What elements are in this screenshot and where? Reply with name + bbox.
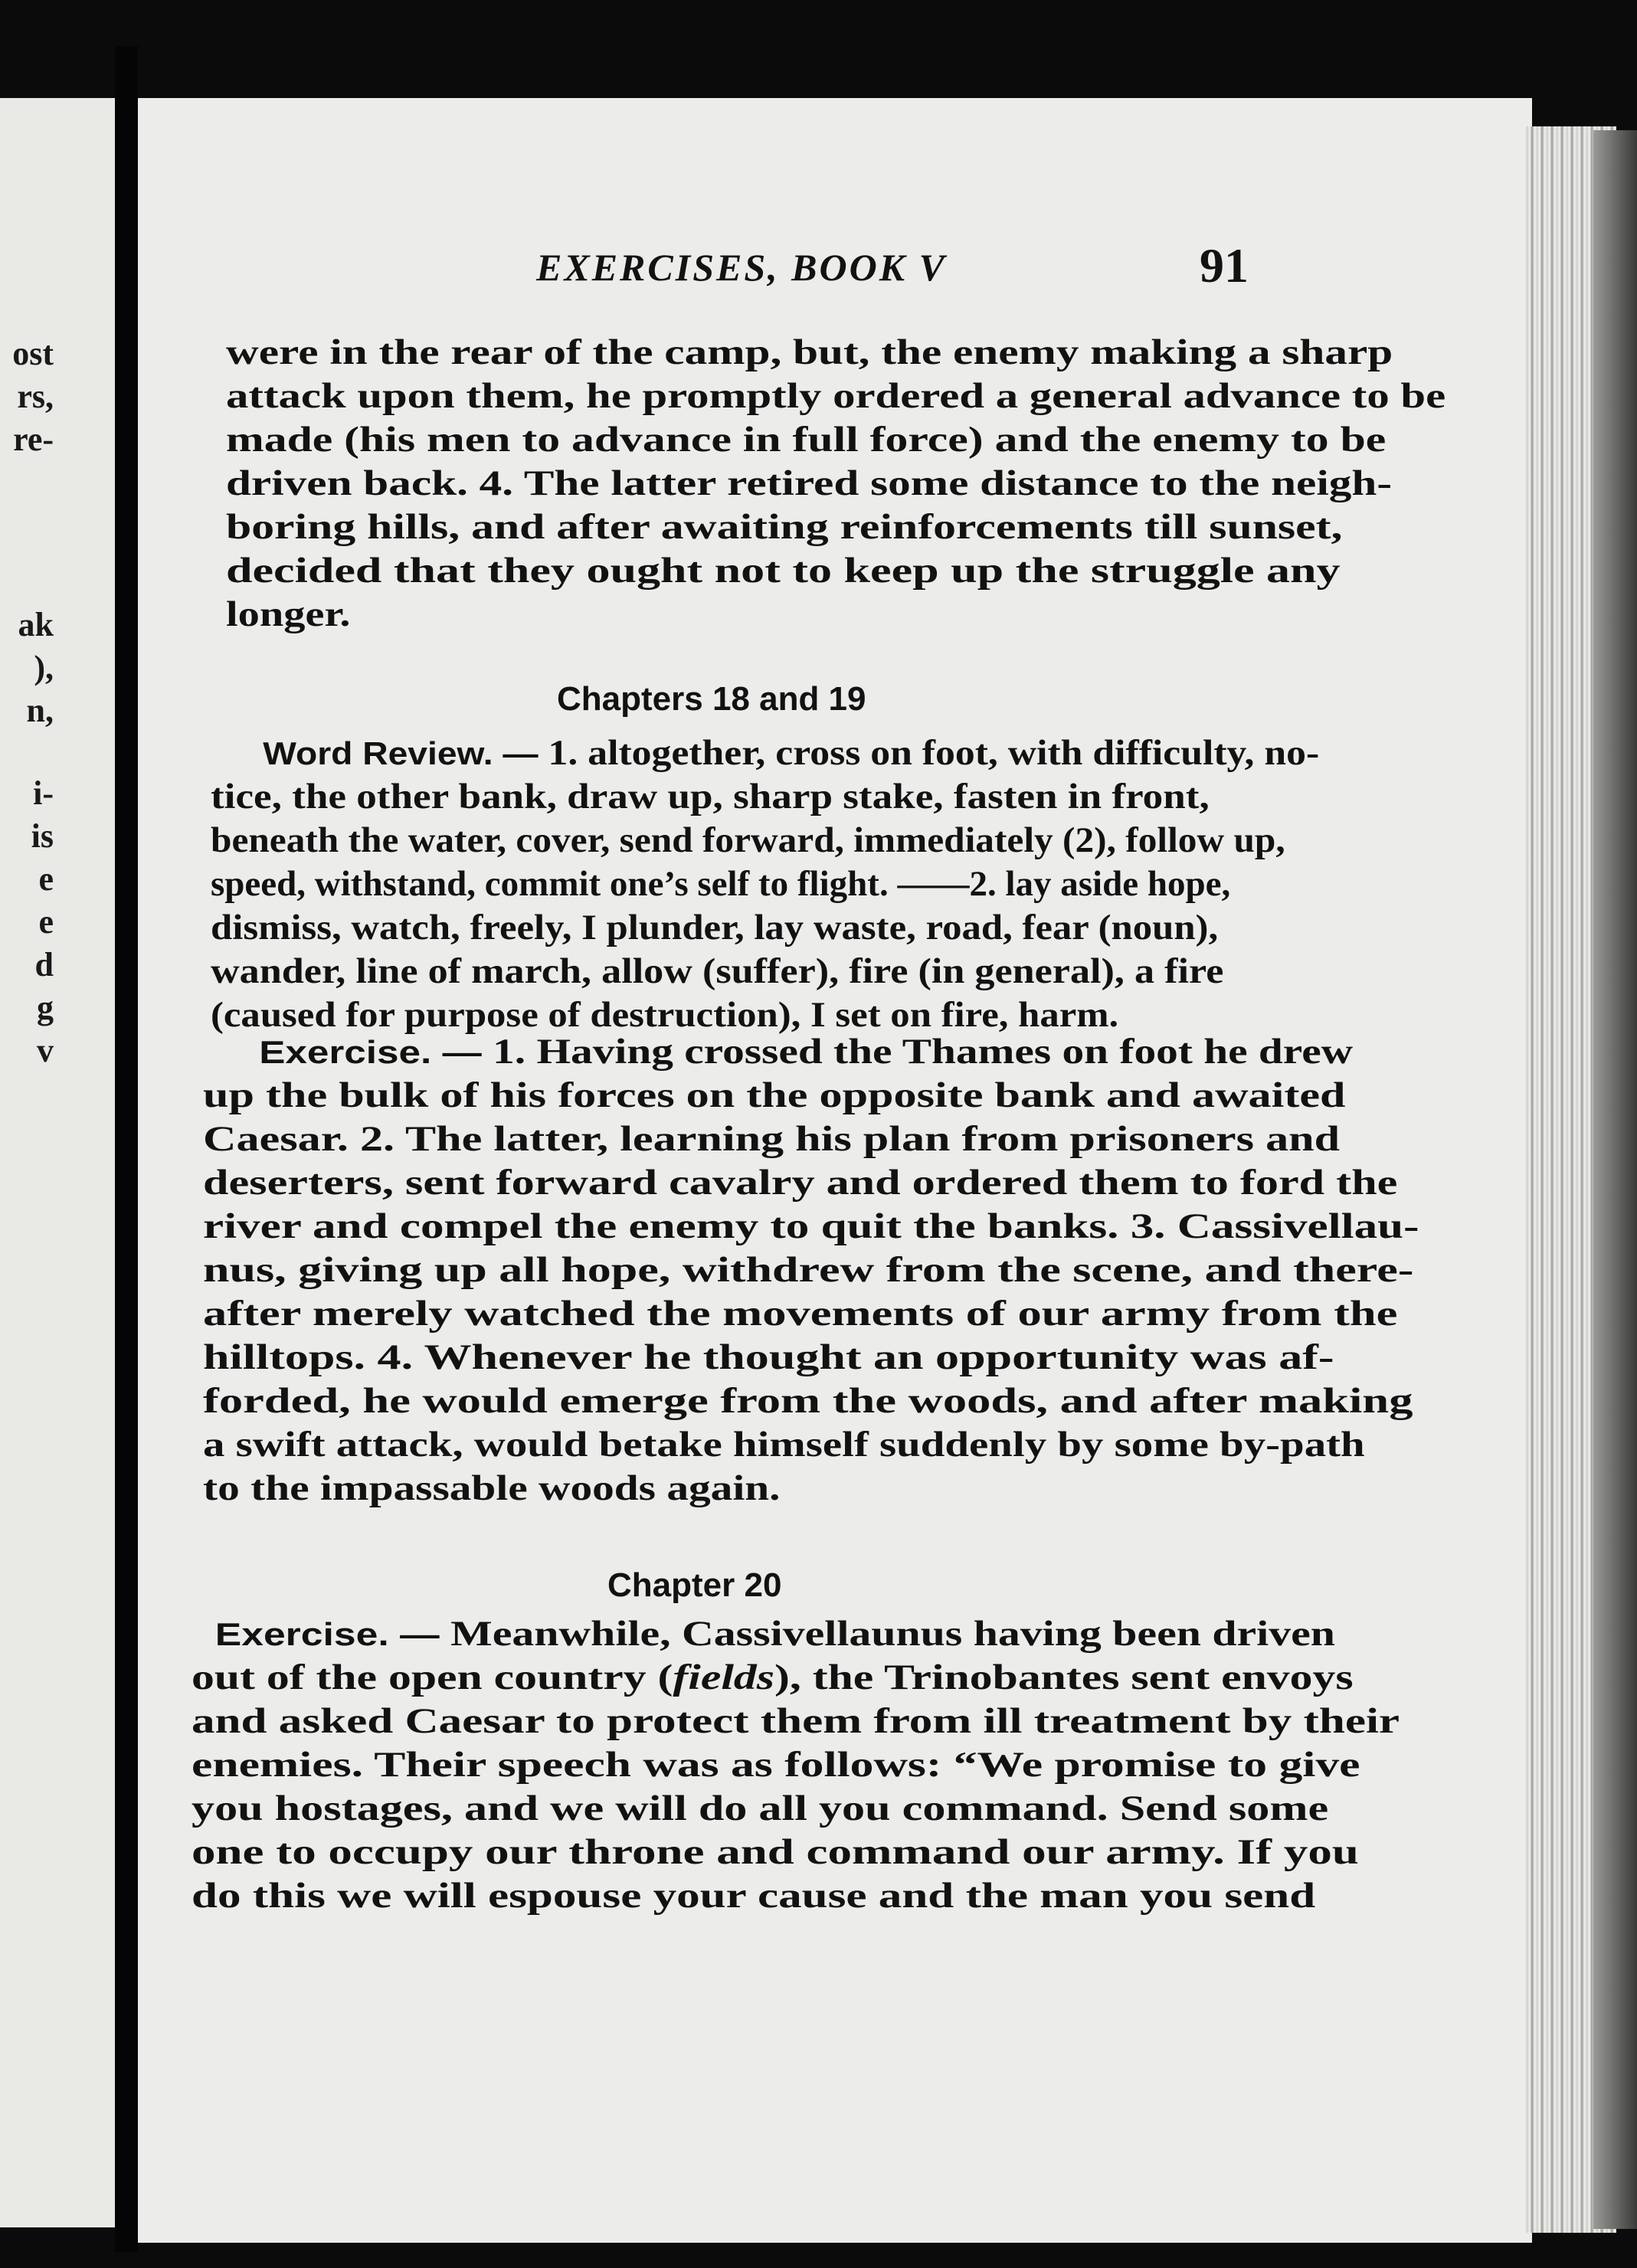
- text-line: do this we will espouse your cause and the man you send: [192, 1876, 1316, 1916]
- exercise-text: Meanwhile, Cassivellaunus having been driven: [450, 1614, 1335, 1654]
- text-line: dismiss, watch, freely, I plunder, lay waste, road, fear (noun),: [211, 908, 1219, 947]
- left-page-fragment: re-: [13, 421, 54, 458]
- text-line: decided that they ought not to keep up the struggle any: [226, 551, 1341, 591]
- text-line: [192, 1612, 1335, 1656]
- page-edge-shadow: [1593, 130, 1637, 2229]
- text-line: forded, he would emerge from the woods, and after making: [203, 1381, 1413, 1421]
- running-head: EXERCISES, BOOK V: [536, 246, 947, 289]
- text-line: you hostages, and we will do all you command. Send some: [192, 1789, 1329, 1828]
- left-page-fragment: rs,: [17, 378, 54, 415]
- text-line: one to occupy our throne and command our army. If you: [192, 1832, 1359, 1872]
- text-line: Caesar. 2. The latter, learning his plan from prisoners and: [203, 1119, 1341, 1159]
- text-line: a swift attack, would betake himself suddenly by some by-path: [203, 1425, 1365, 1465]
- text-segment: out of the open country (: [192, 1658, 673, 1697]
- text-line: beneath the water, cover, send forward, immediately (2), follow up,: [211, 820, 1285, 860]
- text-line: boring hills, and after awaiting reinforcements till sunset,: [226, 507, 1343, 547]
- text-line: after merely watched the movements of our army from the: [203, 1294, 1398, 1334]
- text-line: to the impassable woods again.: [203, 1468, 781, 1508]
- left-page-fragment: e: [38, 860, 54, 898]
- word-review-label: Word Review. —: [263, 735, 539, 771]
- text-line: hilltops. 4. Whenever he thought an opportunity was af-: [203, 1337, 1334, 1377]
- left-page-fragment: d: [34, 946, 54, 983]
- text-line: [203, 1030, 1374, 1074]
- left-page-fragment: ak: [18, 606, 54, 643]
- text-line: (caused for purpose of destruction), I set on fire, harm.: [211, 995, 1119, 1035]
- word-review-text: 1. altogether, cross on foot, with difficulty, no-: [548, 733, 1320, 773]
- word-review: [211, 731, 1320, 1037]
- opening-paragraph: [226, 331, 1446, 637]
- text-line: deserters, sent forward cavalry and ordered them to ford the: [203, 1163, 1398, 1203]
- exercise-text: 1. Having crossed the Thames on foot he drew: [493, 1032, 1354, 1072]
- section-heading: Chapter 20: [607, 1566, 782, 1604]
- left-page-fragment: v: [37, 1032, 54, 1069]
- exercise-20: [192, 1612, 1400, 1918]
- italic-word: fields: [673, 1658, 775, 1697]
- book-gutter: [115, 46, 138, 2252]
- text-line: speed, withstand, commit one’s self to flight. ——2. lay aside hope,: [211, 864, 1231, 904]
- left-page-fragment: g: [37, 989, 54, 1026]
- text-line: attack upon them, he promptly ordered a general advance to be: [226, 376, 1446, 416]
- text-line: longer.: [226, 594, 351, 634]
- text-line: [211, 731, 1336, 775]
- left-page-fragment: i-: [33, 774, 54, 812]
- exercise-18-19: [203, 1030, 1419, 1510]
- text-segment: ), the Trinobantes sent envoys: [774, 1658, 1354, 1697]
- left-facing-page: [0, 98, 115, 2227]
- text-line: and asked Caesar to protect them from ill treatment by their: [192, 1701, 1400, 1741]
- section-heading: Chapters 18 and 19: [557, 680, 866, 718]
- left-page-fragment: n,: [26, 692, 54, 729]
- text-line: wander, line of march, allow (suffer), fire (in general), a fire: [211, 951, 1224, 991]
- text-line: river and compel the enemy to quit the banks. 3. Cassivellau-: [203, 1206, 1419, 1246]
- text-line: [192, 1656, 1372, 1700]
- page-header: [460, 237, 1249, 306]
- exercise-label: Exercise. —: [214, 1616, 440, 1652]
- text-line: made (his men to advance in full force) and the enemy to be: [226, 420, 1387, 460]
- page-number: 91: [1200, 238, 1249, 293]
- left-page-fragment: e: [38, 903, 54, 941]
- text-line: nus, giving up all hope, withdrew from the scene, and there-: [203, 1250, 1414, 1290]
- exercise-label: Exercise. —: [259, 1034, 482, 1070]
- text-line: up the bulk of his forces on the opposite bank and awaited: [203, 1075, 1346, 1115]
- left-page-fragment: ),: [34, 649, 54, 686]
- text-line: were in the rear of the camp, but, the enemy making a sharp: [226, 332, 1393, 372]
- text-line: enemies. Their speech was as follows: “We promise to give: [192, 1745, 1360, 1785]
- text-line: driven back. 4. The latter retired some distance to the neigh-: [226, 463, 1393, 503]
- left-page-fragment: ost: [12, 335, 54, 372]
- left-page-fragment: is: [31, 817, 54, 855]
- text-line: tice, the other bank, draw up, sharp stake, fasten in front,: [211, 777, 1210, 817]
